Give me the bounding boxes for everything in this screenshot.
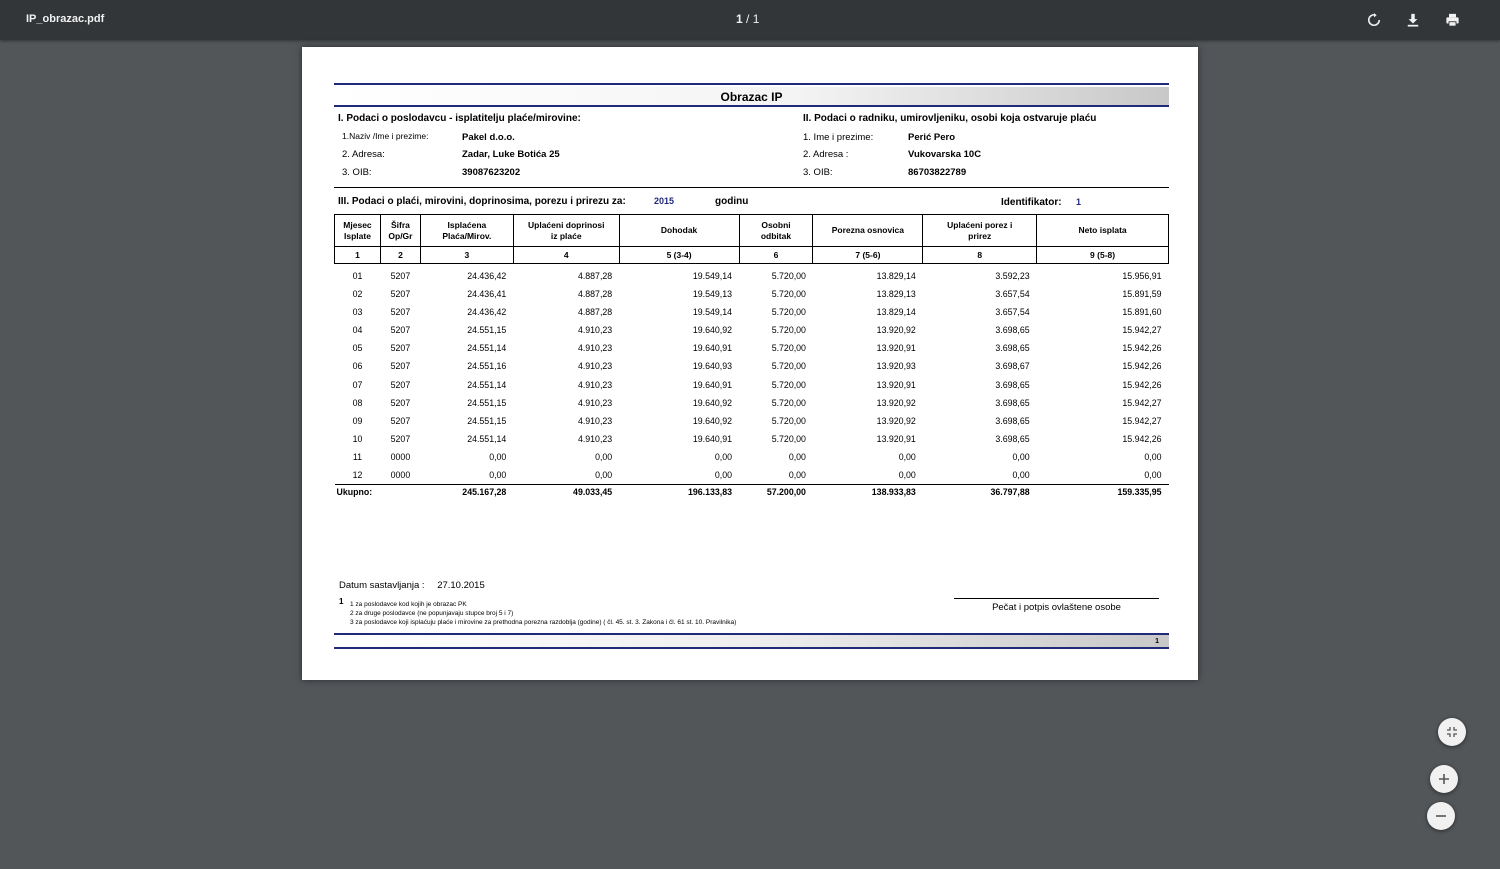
table-cell: 0,00 (595, 452, 613, 463)
table-cell: 0,00 (1144, 470, 1162, 481)
table-cell: 5.720,00 (771, 288, 806, 299)
column-header-line: prirez (968, 230, 992, 241)
footnote-1: 1 za poslodavce kod kojih je obrazac PK (350, 601, 467, 608)
total-cell: 57.200,00 (739, 485, 813, 499)
column-number: 6 (739, 247, 813, 264)
table-cell: 24.551,15 (467, 415, 507, 426)
table-cell: 3.698,65 (995, 343, 1030, 354)
column-header-line: Uplaćeni porez i (947, 219, 1013, 230)
column-header (513, 215, 619, 247)
table-cell: 5207 (390, 306, 411, 317)
employee-address-label: 2. Adresa : (803, 149, 849, 160)
section2-heading: II. Podaci o radniku, umirovljeniku, osobi koja ostvaruje plaću (803, 113, 1097, 124)
column-number-row (335, 247, 1169, 264)
employer-name-label: 1.Naziv /Ime i prezime: (342, 131, 429, 141)
identifier-label: Identifikator: (1001, 197, 1062, 208)
table-cell: 13.829,14 (876, 306, 916, 317)
table-cell: 5.720,00 (771, 415, 806, 426)
table-cell: 15.891,60 (1122, 306, 1162, 317)
table-cell: 13.920,92 (876, 415, 916, 426)
table-cell: 15.942,27 (1122, 324, 1162, 335)
table-cell: 4.887,28 (577, 288, 613, 299)
pdf-toolbar (0, 0, 1500, 40)
footnotes (339, 597, 736, 627)
column-header (813, 215, 923, 247)
table-cell: 0000 (390, 452, 411, 463)
column-header-line: Porezna osnovica (831, 225, 905, 236)
table-cell: 08 (352, 397, 363, 408)
table-cell: 0,00 (1012, 470, 1030, 481)
table-row (335, 339, 1169, 357)
table-cell: 15.942,26 (1122, 361, 1162, 372)
total-cell: 36.797,88 (923, 485, 1037, 499)
table-cell: 4.910,23 (577, 397, 613, 408)
table-cell: 0,00 (489, 470, 507, 481)
table-row (335, 264, 1169, 285)
table-cell: 24.551,15 (467, 324, 507, 335)
table-cell: 0,00 (788, 470, 806, 481)
column-header-line: Op/Gr (388, 230, 413, 241)
column-header-line: Plaća/Mirov. (442, 230, 492, 241)
column-header (420, 215, 513, 247)
party-sections (334, 107, 1169, 187)
table-cell: 5207 (390, 379, 411, 390)
table-cell: 24.436,42 (467, 306, 507, 317)
table-row (335, 303, 1169, 321)
footnote-2: 2 za druge poslodavce (ne popunjavaju stupce broj 5 i 7) (350, 610, 514, 617)
page-total: 1 (752, 12, 760, 26)
table-cell: 24.551,15 (467, 397, 507, 408)
total-cell: 49.033,45 (513, 485, 619, 499)
table-cell: 15.956,91 (1122, 271, 1162, 282)
signature-line: Pečat i potpis ovlaštene osobe (954, 598, 1159, 613)
table-cell: 13.920,91 (876, 379, 916, 390)
section3-heading: III. Podaci o plaći, mirovini, doprinosima, porezu i prirezu za: (338, 196, 626, 207)
table-cell: 4.910,23 (577, 434, 613, 445)
table-cell: 19.640,92 (692, 324, 733, 335)
table-cell: 24.551,14 (467, 434, 507, 445)
footnote-3: 3 za poslodavce koji isplaćuju plaće i mirovine za prethodna porezna razdoblja (godine) ( čl. 45. st. 3. Zakona i čl. 61 st. 10. Pravilnika) (350, 619, 737, 626)
table-cell: 09 (352, 415, 363, 426)
table-cell: 3.698,65 (995, 379, 1030, 390)
table-cell: 15.942,26 (1122, 379, 1162, 390)
table-cell: 5.720,00 (771, 306, 806, 317)
column-header-line: Uplaćeni doprinosi (528, 219, 605, 230)
table-cell: 3.592,23 (995, 271, 1030, 282)
column-header (380, 215, 420, 247)
table-cell: 5207 (390, 324, 411, 335)
zoom-out-icon[interactable] (1427, 802, 1455, 830)
table-row (335, 466, 1169, 484)
column-header-line: odbitak (760, 230, 792, 241)
identifier-value: 1 (1076, 197, 1082, 207)
page-separator: / (746, 12, 750, 26)
table-cell: 0,00 (898, 470, 916, 481)
table-cell: 01 (352, 271, 363, 282)
table-cell: 5.720,00 (771, 379, 806, 390)
column-header (923, 215, 1037, 247)
table-cell: 0,00 (898, 452, 916, 463)
total-cell: 138.933,83 (813, 485, 923, 499)
table-cell: 3.698,65 (995, 415, 1030, 426)
employee-name-label: 1. Ime i prezime: (803, 132, 874, 143)
document (334, 83, 1169, 499)
table-cell: 19.640,92 (692, 415, 733, 426)
section1-heading: I. Podaci o poslodavcu - isplatitelju plaće/mirovine: (338, 113, 581, 124)
top-rule (334, 83, 1169, 85)
table-cell: 19.640,91 (692, 343, 733, 354)
column-number: 8 (923, 247, 1037, 264)
employee-name-value: Perić Pero (908, 132, 955, 143)
form-title: Obrazac IP (334, 87, 1169, 107)
column-number: 4 (513, 247, 619, 264)
table-cell: 24.436,41 (467, 288, 507, 299)
column-header (335, 215, 381, 247)
table-cell: 13.920,91 (876, 434, 916, 445)
table-cell: 05 (352, 343, 363, 354)
table-cell: 12 (352, 470, 363, 481)
table-body (335, 264, 1169, 499)
page-current[interactable]: 1 (736, 12, 743, 26)
table-cell: 19.549,14 (692, 271, 733, 282)
table-cell: 19.549,14 (692, 306, 733, 317)
table-row (335, 357, 1169, 375)
table-cell: 13.920,91 (876, 343, 916, 354)
table-cell: 4.910,23 (577, 379, 613, 390)
table-cell: 15.942,27 (1122, 397, 1162, 408)
employer-address-label: 2. Adresa: (342, 149, 385, 160)
column-header (1037, 215, 1169, 247)
table-cell: 13.920,92 (876, 397, 916, 408)
table-cell: 19.640,92 (692, 397, 733, 408)
table-cell: 19.640,91 (692, 379, 733, 390)
table-cell: 15.942,26 (1122, 343, 1162, 354)
print-icon[interactable] (1442, 10, 1462, 30)
table-cell: 02 (352, 288, 363, 299)
table-cell: 3.698,65 (995, 324, 1030, 335)
table-cell: 0,00 (1012, 452, 1030, 463)
table-cell: 07 (352, 379, 363, 390)
table-row (335, 448, 1169, 466)
table-row (335, 321, 1169, 339)
table-cell: 0,00 (1144, 452, 1162, 463)
date-row (339, 580, 485, 591)
table-cell: 3.698,65 (995, 397, 1030, 408)
column-number: 5 (3-4) (619, 247, 739, 264)
table-cell: 4.910,23 (577, 343, 613, 354)
table-cell: 0,00 (489, 452, 507, 463)
table-cell: 15.942,26 (1122, 434, 1162, 445)
table-cell: 19.640,93 (692, 361, 733, 372)
table-cell: 5.720,00 (771, 361, 806, 372)
table-cell: 03 (352, 306, 363, 317)
section3 (334, 188, 1169, 214)
table-cell: 24.436,42 (467, 271, 507, 282)
table-cell: 24.551,14 (467, 379, 507, 390)
table-cell: 3.698,67 (995, 361, 1030, 372)
table-cell: 0,00 (788, 452, 806, 463)
column-number: 3 (420, 247, 513, 264)
table-cell: 13.920,93 (876, 361, 916, 372)
column-header (619, 215, 739, 247)
table-cell: 5.720,00 (771, 324, 806, 335)
table-cell: 19.640,91 (692, 434, 733, 445)
table-row (335, 394, 1169, 412)
payroll-table (334, 214, 1169, 499)
table-cell: 3.657,54 (995, 306, 1030, 317)
column-header-line: Šifra (390, 219, 410, 230)
column-header-line: Isplaćena (447, 219, 487, 230)
table-cell: 10 (352, 434, 363, 445)
total-cell: 159.335,95 (1037, 485, 1169, 499)
table-cell: 4.910,23 (577, 361, 613, 372)
column-header (739, 215, 813, 247)
column-header-line: Isplate (344, 230, 371, 241)
column-header-line: Dohodak (660, 225, 698, 236)
table-row (335, 430, 1169, 448)
fit-page-icon[interactable] (1438, 718, 1466, 746)
table-cell: 4.887,28 (577, 271, 613, 282)
zoom-in-icon[interactable] (1430, 765, 1458, 793)
column-header-line: Neto isplata (1078, 225, 1127, 236)
employee-address-value: Vukovarska 10C (908, 149, 982, 160)
page-counter (736, 12, 759, 26)
totals-row (335, 485, 1169, 499)
table-cell: 11 (352, 452, 363, 463)
employee-oib-label: 3. OIB: (803, 167, 833, 178)
employer-address-value: Zadar, Luke Botića 25 (462, 149, 560, 160)
rotate-icon[interactable] (1364, 10, 1384, 30)
table-cell: 4.910,23 (577, 324, 613, 335)
table-cell: 5207 (390, 361, 411, 372)
footnote-marker: 1 (339, 597, 344, 606)
table-cell: 3.698,65 (995, 434, 1030, 445)
table-cell: 5207 (390, 415, 411, 426)
column-number: 1 (335, 247, 381, 264)
column-number: 9 (5-8) (1037, 247, 1169, 264)
column-header-line: iz plaće (550, 230, 582, 241)
table-cell: 4.910,23 (577, 415, 613, 426)
table-cell: 0,00 (714, 470, 733, 481)
column-number: 2 (380, 247, 420, 264)
table-cell: 13.829,13 (876, 288, 916, 299)
table-cell: 0,00 (714, 452, 733, 463)
file-name: IP_obrazac.pdf (26, 13, 105, 25)
report-year: 2015 (654, 196, 675, 206)
table-cell: 13.829,14 (876, 271, 916, 282)
table-cell: 5207 (390, 434, 411, 445)
employer-oib-label: 3. OIB: (342, 167, 372, 178)
table-cell: 24.551,16 (467, 361, 507, 372)
employer-oib-value: 39087623202 (462, 167, 521, 178)
download-icon[interactable] (1403, 10, 1423, 30)
table-cell: 5207 (390, 288, 411, 299)
table-row (335, 412, 1169, 430)
table-cell: 0,00 (595, 470, 613, 481)
table-cell: 4.887,28 (577, 306, 613, 317)
table-cell: 5.720,00 (771, 434, 806, 445)
table-cell: 24.551,14 (467, 343, 507, 354)
employee-oib-value: 86703822789 (908, 167, 967, 178)
table-cell: 5.720,00 (771, 397, 806, 408)
table-cell: 3.657,54 (995, 288, 1030, 299)
table-cell: 5207 (390, 271, 411, 282)
date-value: 27.10.2015 (437, 580, 485, 591)
table-cell: 5.720,00 (771, 343, 806, 354)
table-row (335, 375, 1169, 393)
pdf-page (302, 47, 1198, 680)
column-number: 7 (5-6) (813, 247, 923, 264)
totals-label: Ukupno: (335, 485, 421, 499)
column-header-line: Mjesec (343, 219, 372, 230)
table-cell: 15.942,27 (1122, 415, 1162, 426)
table-cell: 13.920,92 (876, 324, 916, 335)
table-cell: 19.549,13 (692, 288, 733, 299)
table-cell: 5207 (390, 343, 411, 354)
table-cell: 5.720,00 (771, 271, 806, 282)
table-header-row (335, 215, 1169, 247)
table-cell: 06 (352, 361, 363, 372)
table-cell: 15.891,59 (1122, 288, 1162, 299)
table-cell: 5207 (390, 397, 411, 408)
table-row (335, 285, 1169, 303)
date-label: Datum sastavljanja : (339, 580, 425, 591)
total-cell: 245.167,28 (420, 485, 513, 499)
employer-name-value: Pakel d.o.o. (462, 132, 515, 143)
total-cell: 196.133,83 (619, 485, 739, 499)
column-header-line: Osobni (761, 219, 791, 230)
table-cell: 04 (352, 324, 363, 335)
table-cell: 0000 (390, 470, 411, 481)
year-suffix: godinu (715, 196, 749, 207)
page-number-bar: 1 (334, 633, 1169, 649)
